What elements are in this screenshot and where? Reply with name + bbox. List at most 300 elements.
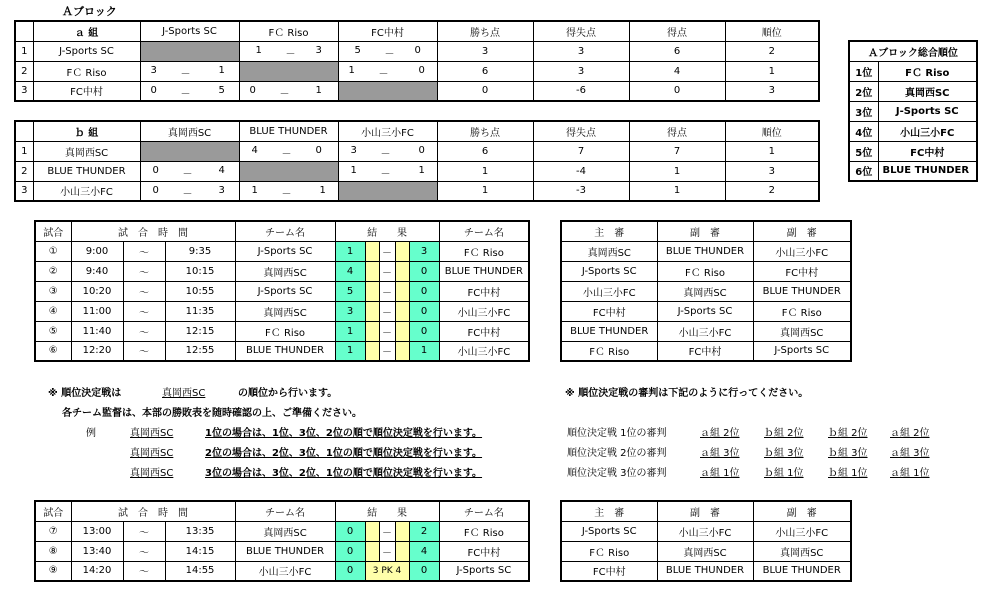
score-against: 1 [315,84,322,96]
note-line-2: 各チーム監督は、本部の勝敗表を随時確認の上、ご準備ください。 [62,408,362,419]
header-cell: BLUE THUNDER [239,121,338,141]
referee-row [561,341,851,361]
score-cell [239,181,338,201]
home-score: 0 [335,541,365,561]
match-row [35,241,529,261]
score-for: 0 [152,184,159,196]
rank: 3 [725,81,819,101]
match-no: ⑧ [35,541,71,561]
score-for: 0 [249,84,256,96]
away-team: FC中村 [439,281,529,301]
header-cell: 主 審 [561,501,657,521]
schedule-header [35,221,529,241]
assistant-referee: FＣ Riso [657,261,753,281]
score-for: 4 [251,144,258,156]
score-dash: － [379,301,395,321]
header-cell: チーム名 [439,221,529,241]
home-team: BLUE THUNDER [235,541,335,561]
assistant-referee: BLUE THUNDER [753,561,851,581]
row-no: 2 [15,161,33,181]
ref-rule-item: ｂ組 3位 [828,448,868,459]
row-no: 2 [15,61,33,81]
ref-rule-label: 順位決定戦 1位の審判 [567,428,667,439]
home-score: 1 [335,241,365,261]
score-dash: － [379,321,395,341]
example-text: 3位の場合は、3位、2位、1位の順で順位決定戦を行います。 [205,468,483,479]
away-team: 小山三小FC [439,301,529,321]
overall-row [849,121,977,141]
match-no: ⑦ [35,521,71,541]
score-cell [239,81,338,101]
away-team: FＣ Riso [439,241,529,261]
schedule-table-1 [34,220,530,362]
assistant-referee: 小山三小FC [753,241,851,261]
ref-rule-item: ｂ組 1位 [764,468,804,479]
ref-rule-item: ａ組 2位 [890,428,930,439]
block-title: Ａブロック [62,5,117,18]
score-dash: － [279,88,290,100]
score-against: 3 [218,184,225,196]
score-dash: － [180,88,191,100]
end-time: 10:15 [165,261,235,281]
away-score: 4 [409,541,439,561]
header-cell: 勝ち点 [437,121,533,141]
team-name: J-Sports SC [33,41,140,61]
points: 1 [437,161,533,181]
goals-for: 7 [629,141,725,161]
assistant-referee: FC中村 [657,341,753,361]
start-time: 10:20 [71,281,123,301]
example-label: 例 [86,428,96,439]
goals-for: 1 [629,181,725,201]
away-score: 0 [409,261,439,281]
score-cell [140,181,239,201]
end-time: 14:55 [165,561,235,581]
score-cell [140,81,239,101]
points: 0 [437,81,533,101]
ref-rule-item: ａ組 2位 [700,428,740,439]
assistant-referee: BLUE THUNDER [657,561,753,581]
main-referee: 真岡西SC [561,241,657,261]
start-time: 9:00 [71,241,123,261]
referee-row [561,321,851,341]
away-score: 0 [409,321,439,341]
main-referee: J-Sports SC [561,261,657,281]
note-line-1-team: 真岡西SC [162,388,206,399]
header-cell: 副 審 [753,221,851,241]
overall-team: 真岡西SC [878,81,977,101]
note-line-1-suffix: の順位から行います。 [238,388,338,399]
schedule-header [35,501,529,521]
team-name: BLUE THUNDER [33,161,140,181]
tilde: ～ [123,541,165,561]
assistant-referee: FＣ Riso [753,301,851,321]
score-cell [239,141,338,161]
score-against: 1 [218,64,225,76]
end-time: 14:15 [165,541,235,561]
header-cell: FC中村 [338,21,437,41]
table-row [15,181,819,201]
self-cell [140,141,239,161]
header-cell: 結 果 [335,501,439,521]
table-row [15,41,819,61]
overall-rank: 3位 [849,101,878,121]
overall-row [849,101,977,121]
score-dash: － [384,48,395,60]
goals-for: 6 [629,41,725,61]
rank: 2 [725,41,819,61]
tilde: ～ [123,341,165,361]
row-no: 3 [15,81,33,101]
points: 6 [437,61,533,81]
score-against: 0 [315,144,322,156]
note-line-1-prefix: ※ 順位決定戦は [48,388,122,399]
assistant-referee: FC中村 [753,261,851,281]
self-cell [239,161,338,181]
team-name: 小山三小FC [33,181,140,201]
table-row [15,81,819,101]
schedule-table-2 [34,500,530,582]
referee-header [561,221,851,241]
ref-rule-item: ａ組 3位 [700,448,740,459]
table-row [15,141,819,161]
overall-rank: 6位 [849,161,878,181]
overall-rank: 4位 [849,121,878,141]
referee-row [561,281,851,301]
header-cell: 得失点 [533,21,629,41]
score-for: 1 [350,164,357,176]
tilde: ～ [123,261,165,281]
points: 1 [437,181,533,201]
score-cell [338,141,437,161]
score-dash: － [379,541,395,561]
overall-team: FＣ Riso [878,61,977,81]
header-cell: 得点 [629,21,725,41]
header-cell: チーム名 [235,501,335,521]
rank: 3 [725,161,819,181]
tilde: ～ [123,561,165,581]
score-dash: － [379,341,395,361]
score-for: 1 [251,184,258,196]
referee-row [561,561,851,581]
ref-rule-item: ｂ組 2位 [764,428,804,439]
points: 3 [437,41,533,61]
ref-note-title: ※ 順位決定戦の審判は下記のように行ってください。 [565,388,809,399]
tilde: ～ [123,301,165,321]
away-score: 3 [409,241,439,261]
score-dash: － [379,281,395,301]
overall-ranking-table [848,40,978,182]
match-no: ⑥ [35,341,71,361]
score-for: 1 [255,44,262,56]
overall-row [849,161,977,181]
home-score: 1 [335,321,365,341]
home-score: 5 [335,281,365,301]
match-row [35,341,529,361]
score-for: 0 [152,164,159,176]
score-dash: － [182,168,193,180]
example-text: 2位の場合は、2位、3位、1位の順で順位決定戦を行います。 [205,448,483,459]
self-cell [140,41,239,61]
match-row [35,561,529,581]
home-team: J-Sports SC [235,281,335,301]
header-cell: ａ 組 [33,21,140,41]
overall-row [849,61,977,81]
goals-for: 0 [629,81,725,101]
assistant-referee: 小山三小FC [657,321,753,341]
match-no: ③ [35,281,71,301]
match-no: ④ [35,301,71,321]
away-score: 0 [409,561,439,581]
away-team: J-Sports SC [439,561,529,581]
goal-diff: 3 [533,61,629,81]
match-row [35,321,529,341]
row-no: 1 [15,41,33,61]
rank: 1 [725,61,819,81]
score-for: 1 [348,64,355,76]
end-time: 9:35 [165,241,235,261]
home-score: 0 [335,521,365,541]
group-a-header [15,21,819,41]
ref-rule-item: ａ組 3位 [890,448,930,459]
start-time: 13:40 [71,541,123,561]
score-for: 3 [350,144,357,156]
score-against: 1 [319,184,326,196]
ref-rule-item: ｂ組 3位 [764,448,804,459]
example-team: 真岡西SC [130,428,174,439]
home-team: BLUE THUNDER [235,341,335,361]
score-against: 0 [418,64,425,76]
overall-team: J-Sports SC [878,101,977,121]
home-team: 真岡西SC [235,261,335,281]
end-time: 13:35 [165,521,235,541]
header-cell: チーム名 [235,221,335,241]
overall-team: FC中村 [878,141,977,161]
header-cell: 勝ち点 [437,21,533,41]
start-time: 12:20 [71,341,123,361]
example-team: 真岡西SC [130,448,174,459]
away-team: 小山三小FC [439,341,529,361]
self-cell [239,61,338,81]
referee-row [561,521,851,541]
header-cell: 真岡西SC [140,121,239,141]
overall-rank: 1位 [849,61,878,81]
example-text: 1位の場合は、1位、3位、2位の順で順位決定戦を行います。 [205,428,483,439]
start-time: 13:00 [71,521,123,541]
group-b-table [14,120,820,202]
header-cell: ｂ 組 [33,121,140,141]
goals-for: 1 [629,161,725,181]
home-team: 真岡西SC [235,301,335,321]
points: 6 [437,141,533,161]
away-score: 2 [409,521,439,541]
header-cell: 順位 [725,121,819,141]
referee-table-1 [560,220,852,362]
referee-row [561,301,851,321]
row-no: 3 [15,181,33,201]
rank: 1 [725,141,819,161]
pk-score: 3 PK 4 [365,561,409,581]
goal-diff: -4 [533,161,629,181]
score-cell [338,41,437,61]
overall-title: Ａブロック総合順位 [849,41,977,61]
referee-row [561,261,851,281]
self-cell [338,81,437,101]
goal-diff: 3 [533,41,629,61]
score-against: 1 [418,164,425,176]
home-score: 3 [335,301,365,321]
away-team: FC中村 [439,321,529,341]
header-cell: 試 合 時 間 [71,221,235,241]
team-name: 真岡西SC [33,141,140,161]
main-referee: FＣ Riso [561,541,657,561]
score-cell [338,61,437,81]
assistant-referee: 真岡西SC [657,281,753,301]
match-row [35,301,529,321]
assistant-referee: J-Sports SC [753,341,851,361]
header-cell: J-Sports SC [140,21,239,41]
match-no: ⑨ [35,561,71,581]
assistant-referee: 真岡西SC [753,541,851,561]
header-cell: 小山三小FC [338,121,437,141]
end-time: 10:55 [165,281,235,301]
team-name: FC中村 [33,81,140,101]
header-cell: 試合 [35,221,71,241]
header-cell: 順位 [725,21,819,41]
header-cell: チーム名 [439,501,529,521]
assistant-referee: BLUE THUNDER [657,241,753,261]
match-no: ⑤ [35,321,71,341]
tilde: ～ [123,321,165,341]
away-score: 1 [409,341,439,361]
main-referee: 小山三小FC [561,281,657,301]
away-team: BLUE THUNDER [439,261,529,281]
start-time: 11:40 [71,321,123,341]
end-time: 11:35 [165,301,235,321]
score-cell [140,161,239,181]
group-a-table [14,20,820,102]
referee-row [561,541,851,561]
referee-table-2 [560,500,852,582]
score-dash: － [379,521,395,541]
match-row [35,261,529,281]
header-cell: FＣ Riso [239,21,338,41]
score-for: 5 [354,44,361,56]
header-cell: 試 合 時 間 [71,501,235,521]
overall-rank: 5位 [849,141,878,161]
header-cell: 主 審 [561,221,657,241]
score-for: 3 [150,64,157,76]
score-dash: － [180,68,191,80]
score-against: 0 [414,44,421,56]
ref-rule-item: ｂ組 2位 [828,428,868,439]
header-cell: 結 果 [335,221,439,241]
header-cell: 得失点 [533,121,629,141]
main-referee: BLUE THUNDER [561,321,657,341]
goals-for: 4 [629,61,725,81]
match-row [35,281,529,301]
ref-rule-label: 順位決定戦 2位の審判 [567,448,667,459]
start-time: 14:20 [71,561,123,581]
score-dash: － [281,148,292,160]
referee-row [561,241,851,261]
score-cell [338,161,437,181]
goal-diff: -6 [533,81,629,101]
score-dash: － [380,148,391,160]
main-referee: FＣ Riso [561,341,657,361]
tilde: ～ [123,241,165,261]
main-referee: FC中村 [561,301,657,321]
home-team: 真岡西SC [235,521,335,541]
match-row [35,521,529,541]
group-b-header [15,121,819,141]
main-referee: FC中村 [561,561,657,581]
goal-diff: -3 [533,181,629,201]
score-dash: － [182,188,193,200]
assistant-referee: 小山三小FC [753,521,851,541]
score-dash: － [379,241,395,261]
score-dash: － [281,188,292,200]
score-against: 5 [218,84,225,96]
match-row [35,541,529,561]
home-team: FＣ Riso [235,321,335,341]
overall-row [849,141,977,161]
score-dash: － [380,168,391,180]
team-name: FＣ Riso [33,61,140,81]
assistant-referee: 真岡西SC [753,321,851,341]
match-no: ① [35,241,71,261]
away-score: 0 [409,281,439,301]
score-dash: － [285,48,296,60]
match-no: ② [35,261,71,281]
away-score: 0 [409,301,439,321]
assistant-referee: 真岡西SC [657,541,753,561]
score-against: 3 [315,44,322,56]
home-team: 小山三小FC [235,561,335,581]
score-for: 0 [150,84,157,96]
main-referee: J-Sports SC [561,521,657,541]
assistant-referee: J-Sports SC [657,301,753,321]
start-time: 11:00 [71,301,123,321]
overall-rank: 2位 [849,81,878,101]
ref-rule-label: 順位決定戦 3位の審判 [567,468,667,479]
table-row [15,61,819,81]
overall-row [849,81,977,101]
header-cell: 得点 [629,121,725,141]
overall-team: BLUE THUNDER [878,161,977,181]
tilde: ～ [123,281,165,301]
goal-diff: 7 [533,141,629,161]
end-time: 12:15 [165,321,235,341]
self-cell [338,181,437,201]
header-cell: 副 審 [753,501,851,521]
assistant-referee: BLUE THUNDER [753,281,851,301]
ref-rule-item: ａ組 1位 [700,468,740,479]
home-team: J-Sports SC [235,241,335,261]
ref-rule-item: ａ組 1位 [890,468,930,479]
score-dash: － [379,261,395,281]
score-cell [140,61,239,81]
away-team: FＣ Riso [439,521,529,541]
tilde: ～ [123,521,165,541]
score-dash: － [378,68,389,80]
score-cell [239,41,338,61]
score-against: 4 [218,164,225,176]
referee-header [561,501,851,521]
example-team: 真岡西SC [130,468,174,479]
header-cell: 副 審 [657,501,753,521]
home-score: 0 [335,561,365,581]
